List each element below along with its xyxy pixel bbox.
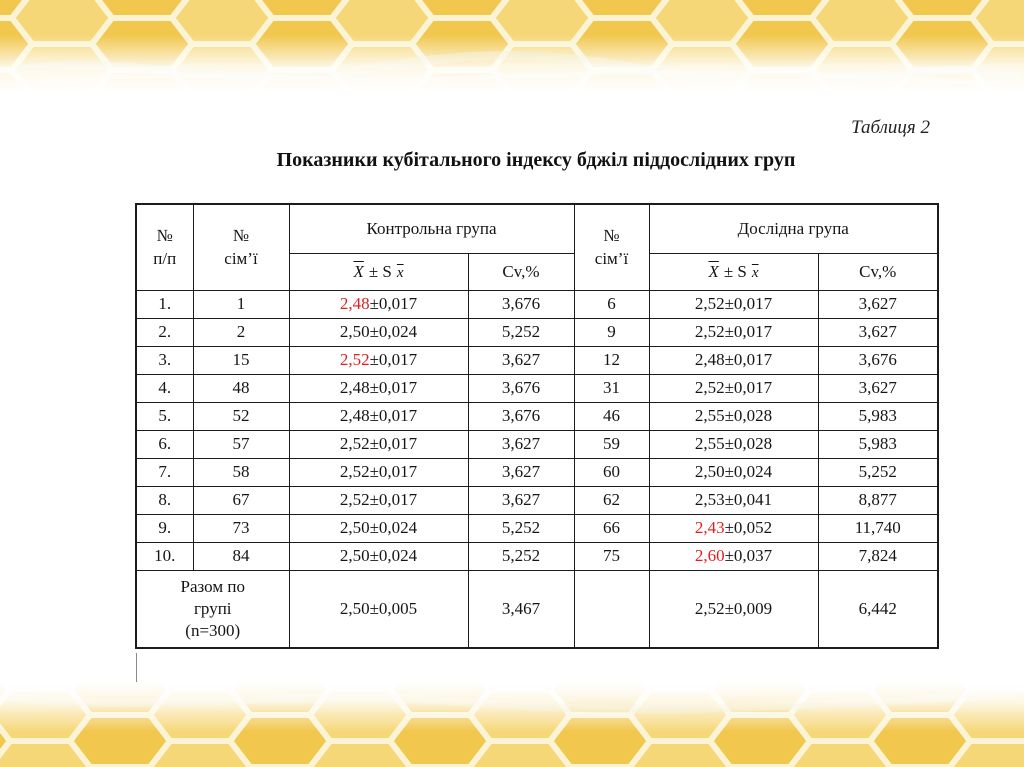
table-row (136, 375, 938, 403)
table-row (136, 459, 938, 487)
exp-cv-cell: 8,877 (818, 487, 938, 515)
control-family-cell: 57 (193, 431, 289, 459)
error-value: ±0,052 (724, 518, 773, 538)
error-value: ±0,017 (724, 322, 773, 342)
exp-family-cell: 75 (574, 543, 649, 571)
exp-family-cell: 59 (574, 431, 649, 459)
control-cv-cell: 3,627 (468, 431, 574, 459)
row-number-cell: 8. (136, 487, 193, 515)
totals-exp-mean: 2,52±0,009 (649, 571, 818, 649)
control-mean-cell (289, 487, 468, 515)
mean-value: 2,50 (339, 546, 370, 566)
control-family-cell: 1 (193, 291, 289, 319)
exp-family-cell: 66 (574, 515, 649, 543)
control-family-cell: 58 (193, 459, 289, 487)
control-cv-cell: 3,676 (468, 291, 574, 319)
exp-mean-cell (649, 403, 818, 431)
totals-label: Разом по групі (n=300) (136, 571, 289, 649)
table-row (136, 403, 938, 431)
honeycomb-top-decoration (0, 0, 1024, 92)
mean-value: 2,52 (694, 322, 725, 342)
exp-mean-cell (649, 375, 818, 403)
page-title: Показники кубітального індексу бджіл піддослідних груп (276, 149, 796, 171)
table-label: Таблиця 2 (851, 117, 930, 138)
control-mean-cell (289, 459, 468, 487)
control-mean-cell (289, 319, 468, 347)
totals-row (136, 571, 938, 649)
control-cv-cell: 3,676 (468, 375, 574, 403)
exp-cv-cell: 3,627 (818, 291, 938, 319)
row-number-cell: 10. (136, 543, 193, 571)
honeycomb-pattern-top (0, 0, 1024, 92)
mean-value: 2,52 (694, 378, 725, 398)
exp-family-cell: 9 (574, 319, 649, 347)
mean-value: 2,60 (694, 546, 725, 566)
table-row (136, 543, 938, 571)
exp-mean-cell (649, 347, 818, 375)
exp-cv-cell: 11,740 (818, 515, 938, 543)
mean-value: 2,50 (339, 322, 370, 342)
error-value: ±0,024 (369, 518, 418, 538)
control-family-cell: 73 (193, 515, 289, 543)
control-mean-cell (289, 403, 468, 431)
row-number-cell: 2. (136, 319, 193, 347)
error-value: ±0,017 (369, 350, 418, 370)
row-number-cell: 5. (136, 403, 193, 431)
control-cv-cell: 3,627 (468, 347, 574, 375)
header-family-experimental: № сім’ї (574, 204, 649, 291)
exp-family-cell: 46 (574, 403, 649, 431)
exp-mean-cell (649, 543, 818, 571)
mean-value: 2,52 (339, 350, 370, 370)
control-mean-cell (289, 515, 468, 543)
control-mean-cell (289, 543, 468, 571)
mean-value: 2,48 (339, 406, 370, 426)
totals-exp-cv: 6,442 (818, 571, 938, 649)
error-value: ±0,017 (724, 378, 773, 398)
error-value: ±0,024 (369, 546, 418, 566)
mean-value: 2,50 (339, 518, 370, 538)
exp-mean-cell (649, 515, 818, 543)
mean-symbol: $\overline{X}$ (708, 261, 719, 281)
header-experimental-group: Дослідна група (649, 204, 938, 254)
bottom-band-fade (0, 683, 1024, 767)
x-bar-symbol: $\overline{x}$ (396, 264, 404, 281)
error-value: ±0,028 (724, 434, 773, 454)
row-number-cell: 6. (136, 431, 193, 459)
table-body (136, 291, 938, 571)
table-row (136, 487, 938, 515)
text-cursor (136, 653, 137, 682)
exp-mean-cell (649, 459, 818, 487)
mean-value: 2,50 (694, 462, 725, 482)
table-row (136, 515, 938, 543)
control-mean-cell (289, 375, 468, 403)
control-mean-cell (289, 431, 468, 459)
exp-cv-cell: 5,983 (818, 431, 938, 459)
error-value: ±0,024 (369, 322, 418, 342)
header-family-control: № сім’ї (193, 204, 289, 291)
exp-mean-cell (649, 291, 818, 319)
mean-value: 2,43 (694, 518, 725, 538)
mean-value: 2,52 (339, 462, 370, 482)
table-row (136, 291, 938, 319)
exp-family-cell: 60 (574, 459, 649, 487)
control-cv-cell: 5,252 (468, 319, 574, 347)
header-experimental-cv: Cv,% (818, 254, 938, 291)
mean-value: 2,48 (339, 378, 370, 398)
x-bar-symbol: $\overline{x}$ (751, 264, 759, 281)
mean-value: 2,53 (694, 490, 725, 510)
control-cv-cell: 3,627 (468, 459, 574, 487)
mean-value: 2,52 (694, 294, 725, 314)
control-cv-cell: 3,627 (468, 487, 574, 515)
control-family-cell: 52 (193, 403, 289, 431)
control-mean-cell (289, 347, 468, 375)
floral-swirl-decoration (10, 693, 1014, 709)
error-value: ±0,041 (724, 490, 773, 510)
error-value: ±0,017 (369, 434, 418, 454)
control-family-cell: 67 (193, 487, 289, 515)
table-row (136, 347, 938, 375)
control-family-cell: 48 (193, 375, 289, 403)
header-control-cv: Cv,% (468, 254, 574, 291)
exp-mean-cell (649, 319, 818, 347)
error-value: ±0,017 (369, 462, 418, 482)
error-value: ±0,037 (724, 546, 773, 566)
control-family-cell: 84 (193, 543, 289, 571)
error-value: ±0,024 (724, 462, 773, 482)
exp-cv-cell: 5,983 (818, 403, 938, 431)
table-footer (136, 571, 938, 649)
control-family-cell: 15 (193, 347, 289, 375)
error-value: ±0,017 (369, 294, 418, 314)
error-value: ±0,017 (369, 378, 418, 398)
table-row (136, 431, 938, 459)
control-family-cell: 2 (193, 319, 289, 347)
mean-value: 2,52 (339, 490, 370, 510)
exp-family-cell: 12 (574, 347, 649, 375)
mean-value: 2,55 (694, 434, 725, 454)
header-experimental-mean (649, 254, 818, 291)
table-row (136, 319, 938, 347)
exp-family-cell: 6 (574, 291, 649, 319)
mean-value: 2,52 (339, 434, 370, 454)
control-cv-cell: 5,252 (468, 543, 574, 571)
floral-swirl-decoration (10, 56, 1020, 84)
row-number-cell: 1. (136, 291, 193, 319)
exp-cv-cell: 3,627 (818, 375, 938, 403)
header-control-mean (289, 254, 468, 291)
error-value: ±0,017 (724, 350, 773, 370)
exp-cv-cell: 3,676 (818, 347, 938, 375)
mean-symbol: $\overline{X}$ (353, 261, 364, 281)
control-mean-cell (289, 291, 468, 319)
exp-mean-cell (649, 431, 818, 459)
top-band-fade (0, 0, 1024, 92)
header-control-group: Контрольна група (289, 204, 574, 254)
mean-value: 2,48 (339, 294, 370, 314)
honeycomb-pattern-bottom (0, 683, 1024, 767)
exp-family-cell: 62 (574, 487, 649, 515)
exp-mean-cell (649, 487, 818, 515)
plus-minus-s: ± S (368, 261, 392, 281)
row-number-cell: 3. (136, 347, 193, 375)
exp-family-cell: 31 (574, 375, 649, 403)
exp-cv-cell: 5,252 (818, 459, 938, 487)
row-number-cell: 7. (136, 459, 193, 487)
error-value: ±0,017 (369, 490, 418, 510)
error-value: ±0,017 (724, 294, 773, 314)
control-cv-cell: 5,252 (468, 515, 574, 543)
row-number-cell: 4. (136, 375, 193, 403)
plus-minus-s: ± S (723, 261, 747, 281)
error-value: ±0,017 (369, 406, 418, 426)
totals-control-cv: 3,467 (468, 571, 574, 649)
error-value: ±0,028 (724, 406, 773, 426)
cubital-index-table (135, 203, 939, 649)
totals-exp-family (574, 571, 649, 649)
row-number-cell: 9. (136, 515, 193, 543)
exp-cv-cell: 7,824 (818, 543, 938, 571)
control-cv-cell: 3,676 (468, 403, 574, 431)
mean-value: 2,48 (694, 350, 725, 370)
totals-control-mean: 2,50±0,005 (289, 571, 468, 649)
table-header (136, 204, 938, 291)
honeycomb-bottom-decoration (0, 683, 1024, 767)
header-row-number: № п/п (136, 204, 193, 291)
mean-value: 2,55 (694, 406, 725, 426)
exp-cv-cell: 3,627 (818, 319, 938, 347)
